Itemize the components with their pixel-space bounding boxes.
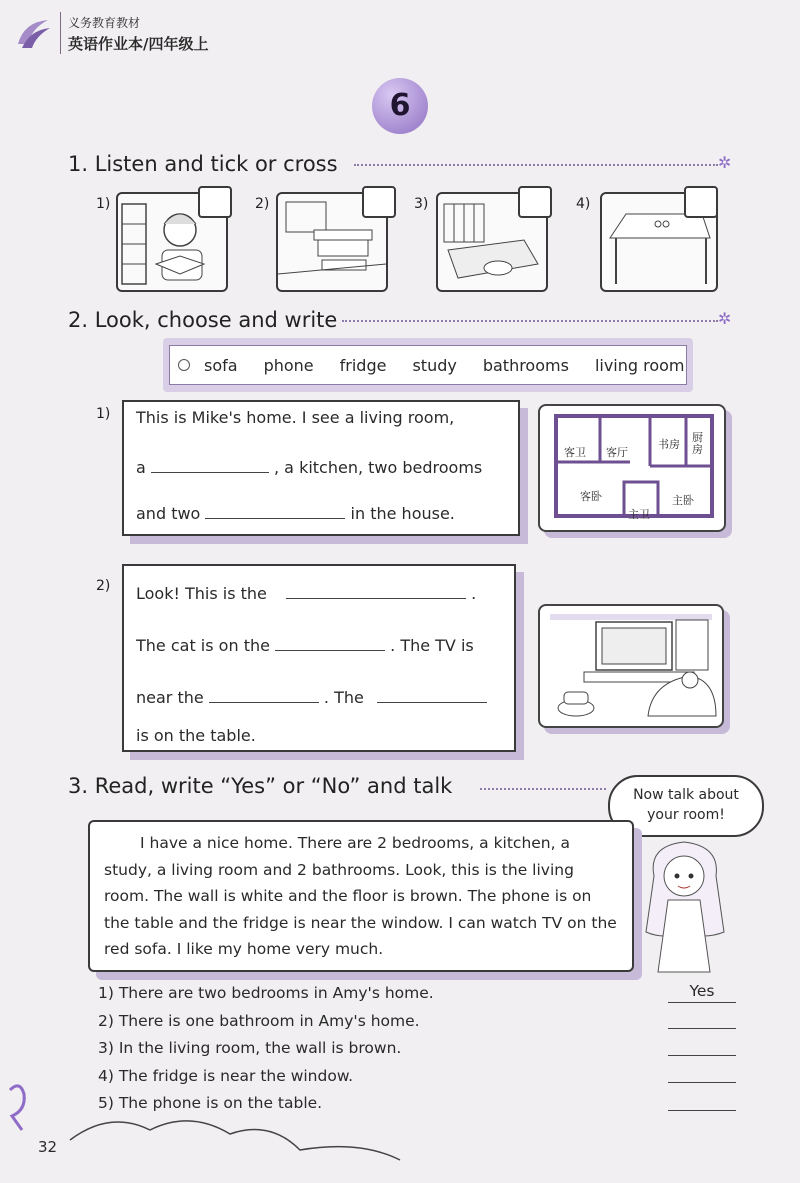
ex1-blank-1[interactable] [151, 456, 269, 473]
ex2-blank-3[interactable] [209, 686, 319, 703]
ex2-blank-4[interactable] [377, 686, 487, 703]
word-option: sofa [204, 355, 238, 375]
ex1-line2-start: a [136, 458, 146, 477]
publisher-logo [14, 14, 54, 54]
answer-box-3[interactable] [518, 186, 552, 218]
ex1-blank-2[interactable] [205, 502, 345, 519]
plan-label: 主卫 [628, 508, 650, 521]
section1-title: 1. Listen and tick or cross [68, 152, 338, 176]
ex1-line3-end: in the house. [350, 504, 455, 523]
reading-passage-box [88, 820, 634, 972]
exercise-number: 2) [96, 578, 111, 594]
ex2-line2-start: The cat is on the [136, 636, 270, 655]
plan-label: 书房 [658, 438, 680, 451]
ex2-line2-end: . The TV is [390, 636, 474, 655]
exercise-number: 1) [96, 406, 111, 422]
lesson-number-badge: 6 [372, 78, 428, 134]
exercise2-card [122, 564, 516, 752]
ex2-blank-2[interactable] [275, 634, 385, 651]
question-5: 5) The phone is on the table. [98, 1094, 323, 1112]
plan-label: 厨房 [692, 431, 703, 456]
section2-title: 2. Look, choose and write [68, 308, 338, 332]
word-bank [163, 338, 693, 392]
question-3: 3) In the living room, the wall is brown. [98, 1039, 402, 1057]
item-number: 2) [255, 196, 270, 212]
sparkle-icon: ✲ [718, 153, 732, 172]
answer-box-4[interactable] [684, 186, 718, 218]
item-number: 4) [576, 196, 591, 212]
question-1: 1) There are two bedrooms in Amy's home. [98, 984, 434, 1002]
answer-box-2[interactable] [362, 186, 396, 218]
series-title: 义务教育教材 [68, 16, 141, 30]
sparkle-icon: ✲ [718, 309, 732, 328]
answer-line-3[interactable] [668, 1035, 736, 1056]
section2-dotted-rule [342, 320, 718, 322]
plan-label: 主卧 [672, 494, 694, 507]
book-title: 英语作业本/四年级上 [68, 35, 209, 53]
item-number: 1) [96, 196, 111, 212]
living-room-picture [538, 604, 724, 728]
header-divider [60, 12, 61, 54]
reading-passage: I have a nice home. There are 2 bedrooms, a kitchen, a study, a living room and 2 bathrooms. Look, this is the living room. The wall is white and the floor is brown. The phone is on the table and the fridge is near the window. I can watch TV on the red sofa. I like my home very much. [104, 834, 617, 958]
page-number: 32 [38, 1138, 58, 1156]
section3-title: 3. Read, write “Yes” or “No” and talk [68, 774, 453, 798]
speech-bubble-line: Now talk about [633, 787, 739, 803]
section1-dotted-rule [354, 164, 718, 166]
question-2: 2) There is one bathroom in Amy's home. [98, 1012, 420, 1030]
exercise1-card [122, 400, 520, 536]
ex1-line1: This is Mike's home. I see a living room, [136, 408, 455, 427]
speech-bubble-line: your room! [647, 807, 725, 823]
word-option: phone [263, 355, 314, 375]
ex2-line1-end: . [471, 584, 477, 603]
question-4: 4) The fridge is near the window. [98, 1067, 354, 1085]
ex2-line4: is on the table. [136, 726, 256, 745]
floor-plan [538, 404, 726, 532]
footer-swirl-decoration [0, 1080, 800, 1179]
word-option: fridge [339, 355, 387, 375]
plan-label: 客卧 [580, 490, 602, 503]
word-option: bathrooms [482, 355, 569, 375]
plan-label: 客卫 [564, 446, 586, 459]
ex2-line1-start: Look! This is the [136, 584, 267, 603]
item-number: 3) [414, 196, 429, 212]
plan-label: 客厅 [606, 446, 628, 459]
ex2-line3-mid: . The [323, 688, 364, 707]
word-option: study [412, 355, 457, 375]
answer-line-1[interactable]: Yes [668, 982, 736, 1003]
section3-dotted-rule [480, 788, 606, 790]
word-option: living room [594, 355, 685, 375]
ex1-line3-start: and two [136, 504, 201, 523]
bullet-icon [178, 359, 190, 371]
girl-illustration [634, 836, 734, 976]
ex2-line3-start: near the [136, 688, 204, 707]
ex1-line2-end: , a kitchen, two bedrooms [274, 458, 483, 477]
ex2-blank-1[interactable] [286, 582, 466, 599]
answer-box-1[interactable] [198, 186, 232, 218]
answer-line-2[interactable] [668, 1008, 736, 1029]
